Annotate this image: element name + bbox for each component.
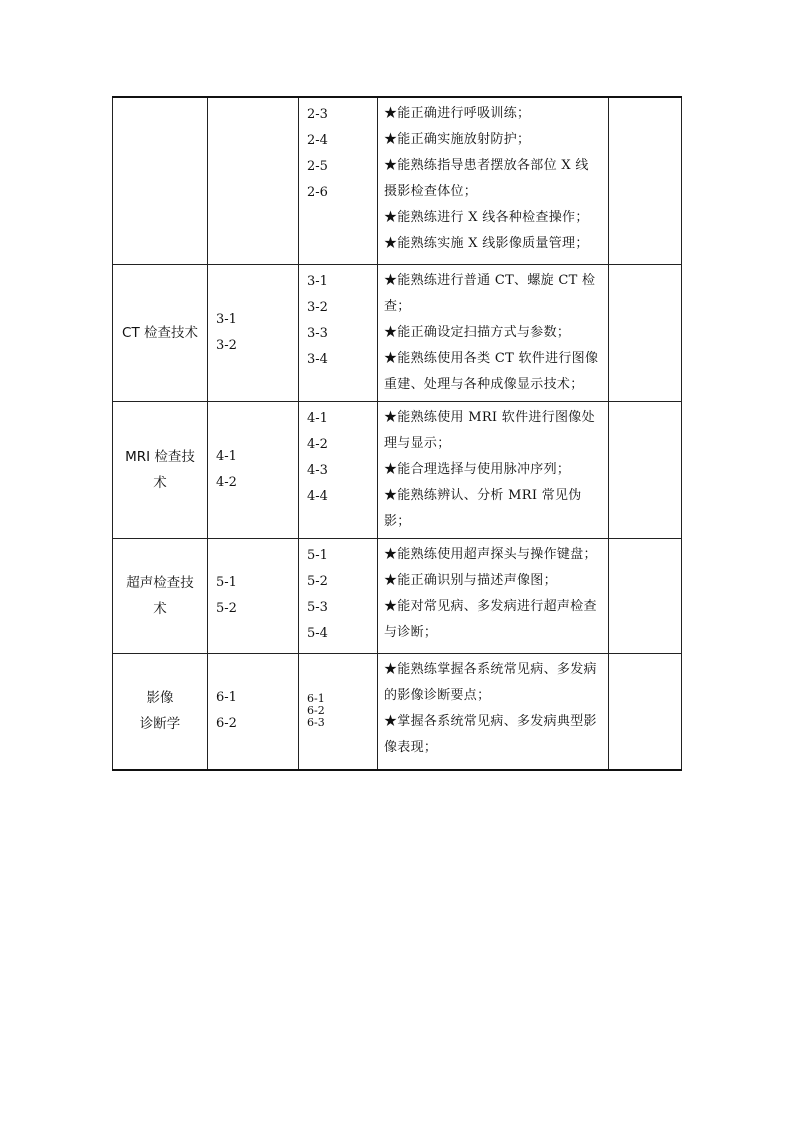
requirement-line: 与诊断； [384, 624, 438, 640]
subcode: 4-4 [307, 488, 328, 504]
module-code: 4-2 [216, 474, 237, 490]
course-name: CT 检查技术 [122, 324, 198, 341]
requirement-line: ★能熟练进行普通 CT、螺旋 CT 检查； [384, 272, 596, 314]
subcode: 2-3 [307, 107, 328, 122]
module-codes-cell [208, 264, 299, 401]
subcodes-cell [299, 401, 378, 538]
module-code: 6-2 [216, 716, 237, 732]
course-name: MRI 检查技 [125, 448, 195, 465]
requirements-cell [378, 97, 609, 264]
subcode: 3-4 [307, 351, 328, 367]
subcode: 2-6 [307, 185, 328, 200]
subcode: 6-3 [307, 716, 325, 730]
module-code: 3-2 [216, 337, 237, 353]
subcode: 5-1 [307, 547, 328, 563]
requirement-line: ★能熟练掌握各系统常见病、多发病 [384, 661, 597, 677]
module-code: 6-1 [216, 690, 237, 706]
module-code: 5-1 [216, 574, 237, 590]
requirement-line: ★能正确识别与描述声像图； [384, 572, 557, 588]
requirements-cell [378, 264, 609, 401]
table-row [113, 538, 682, 653]
requirements-cell [378, 538, 609, 653]
subcode: 6-1 [307, 692, 325, 706]
subcode: 5-4 [307, 625, 328, 641]
requirement-line: ★能熟练使用 MRI 软件进行图像处 [384, 409, 595, 425]
requirement-line: ★能正确设定扫描方式与参数； [384, 324, 571, 340]
requirement-line: 的影像诊断要点； [384, 687, 491, 703]
subcode: 5-3 [307, 599, 328, 615]
module-codes-cell [208, 538, 299, 653]
requirement-line: ★能熟练进行 X 线各种检查操作； [384, 210, 589, 225]
course-name-cell [113, 538, 208, 653]
requirement-line: ★能合理选择与使用脉冲序列； [384, 461, 571, 477]
subcode: 4-1 [307, 410, 328, 426]
table-row [113, 653, 682, 770]
subcodes-cell [299, 538, 378, 653]
subcode: 4-3 [307, 462, 328, 478]
requirements-cell [378, 653, 609, 770]
requirement-line: ★能正确实施放射防护； [384, 132, 531, 147]
table-row [113, 401, 682, 538]
requirement-line: ★能对常见病、多发病进行超声检查 [384, 598, 597, 614]
course-name-cell [113, 401, 208, 538]
notes-cell [609, 401, 682, 538]
requirement-line: ★掌握各系统常见病、多发病典型影 [384, 713, 597, 729]
subcode: 3-1 [307, 273, 328, 289]
subcodes-cell [299, 653, 378, 770]
requirement-line: ★能熟练指导患者摆放各部位 X 线 [384, 158, 589, 173]
table-row [113, 97, 682, 264]
module-code: 5-2 [216, 600, 237, 616]
requirement-line: 像表现； [384, 739, 438, 755]
subcode: 3-3 [307, 325, 328, 341]
subcode: 2-4 [307, 133, 328, 148]
requirement-line: 理与显示； [384, 435, 451, 451]
module-codes-cell [208, 97, 299, 264]
notes-cell [609, 264, 682, 401]
course-name-cell [113, 97, 208, 264]
requirement-line: ★能熟练使用各类 CT 软件进行图像 [384, 350, 599, 366]
course-name: 影像 [146, 690, 174, 707]
requirement-line: 摄影检查体位； [384, 184, 478, 199]
table-row [113, 264, 682, 401]
subcodes-cell [299, 264, 378, 401]
subcode: 5-2 [307, 573, 328, 589]
subcodes-cell [299, 97, 378, 264]
requirement-line: ★能熟练辨认、分析 MRI 常见伪影； [384, 487, 582, 529]
module-code: 4-1 [216, 448, 237, 464]
subcode: 6-2 [307, 704, 325, 718]
notes-cell [609, 653, 682, 770]
module-codes-cell [208, 401, 299, 538]
module-code: 3-1 [216, 311, 237, 327]
requirement-line: ★能正确进行呼吸训练； [384, 106, 531, 121]
skills-table [112, 96, 682, 771]
course-name: 超声检查技 [126, 574, 194, 591]
course-name: 术 [153, 474, 167, 491]
module-codes-cell [208, 653, 299, 770]
notes-cell [609, 538, 682, 653]
subcode: 2-5 [307, 159, 328, 174]
subcode: 4-2 [307, 436, 328, 452]
course-name: 诊断学 [139, 716, 181, 733]
course-name-cell [113, 264, 208, 401]
course-name-cell [113, 653, 208, 770]
notes-cell [609, 97, 682, 264]
requirements-cell [378, 401, 609, 538]
requirement-line: ★能熟练实施 X 线影像质量管理； [384, 236, 589, 251]
requirement-line: 重建、处理与各种成像显示技术； [384, 376, 584, 392]
course-name: 术 [153, 600, 167, 617]
requirement-line: ★能熟练使用超声探头与操作键盘； [384, 546, 597, 562]
subcode: 3-2 [307, 299, 328, 315]
